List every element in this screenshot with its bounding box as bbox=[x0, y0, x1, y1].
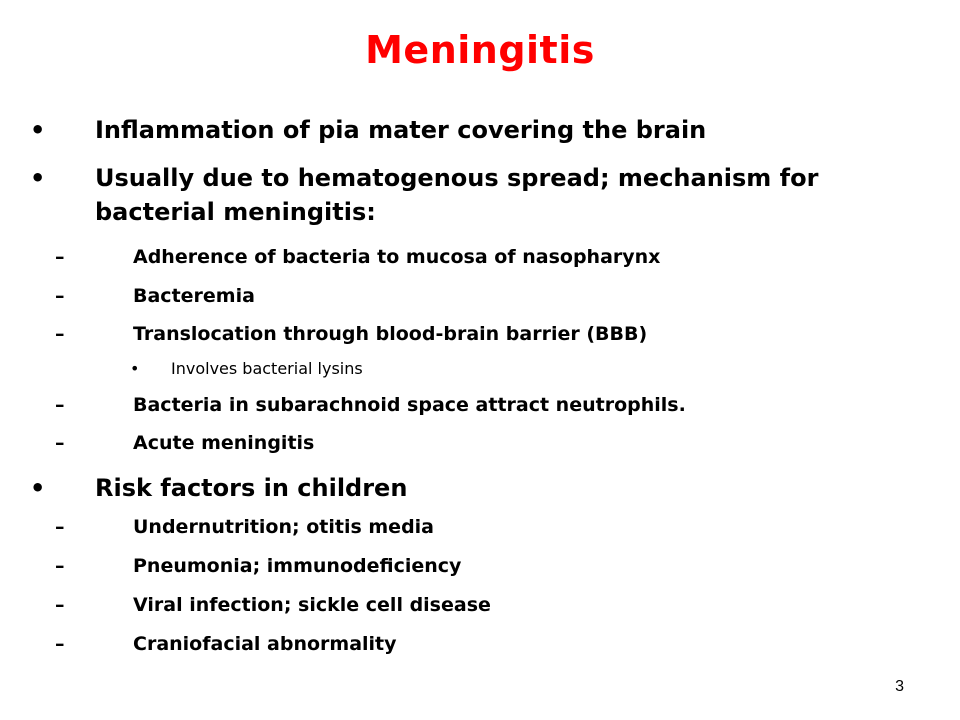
sub-bullet-text: Bacteria in subarachnoid space attract neutrophils. bbox=[133, 394, 686, 416]
sub-bullet-text: Bacteremia bbox=[133, 285, 255, 307]
sub-bullet-marker: – bbox=[55, 555, 65, 577]
sub-bullet-marker: – bbox=[55, 594, 65, 616]
sub-bullet-text: Translocation through blood-brain barrier (BBB) bbox=[133, 323, 648, 345]
sub-bullet-marker: – bbox=[55, 394, 65, 416]
sub-bullet-marker: – bbox=[55, 516, 65, 538]
sub-bullet-text: Viral infection; sickle cell disease bbox=[133, 594, 491, 616]
sub-bullet-marker: – bbox=[55, 432, 65, 454]
sub-bullet-marker: – bbox=[55, 633, 65, 655]
sub-bullet-text: Undernutrition; otitis media bbox=[133, 516, 435, 538]
slide-title: Meningitis bbox=[365, 28, 595, 72]
bullet-marker: • bbox=[30, 164, 46, 192]
sub-bullet-text: Craniofacial abnormality bbox=[133, 633, 397, 655]
bullet-text-line1: Usually due to hematogenous spread; mechanism for bbox=[95, 164, 819, 192]
sub-sub-bullet-text: Involves bacterial lysins bbox=[171, 359, 363, 378]
sub-bullet-marker: – bbox=[55, 285, 65, 307]
sub-sub-bullet-marker: • bbox=[130, 359, 140, 378]
bullet-text: Risk factors in children bbox=[95, 474, 408, 502]
sub-bullet-text: Pneumonia; immunodeficiency bbox=[133, 555, 462, 577]
sub-bullet-marker: – bbox=[55, 323, 65, 345]
page-number: 3 bbox=[895, 678, 904, 695]
bullet-marker: • bbox=[30, 474, 46, 502]
bullet-text-line2: bacterial meningitis: bbox=[95, 198, 376, 226]
bullet-marker: • bbox=[30, 116, 46, 144]
sub-bullet-marker: – bbox=[55, 246, 65, 268]
sub-bullet-text: Acute meningitis bbox=[133, 432, 315, 454]
sub-bullet-text: Adherence of bacteria to mucosa of nasopharynx bbox=[133, 246, 661, 268]
bullet-text: Inflammation of pia mater covering the brain bbox=[95, 116, 707, 144]
